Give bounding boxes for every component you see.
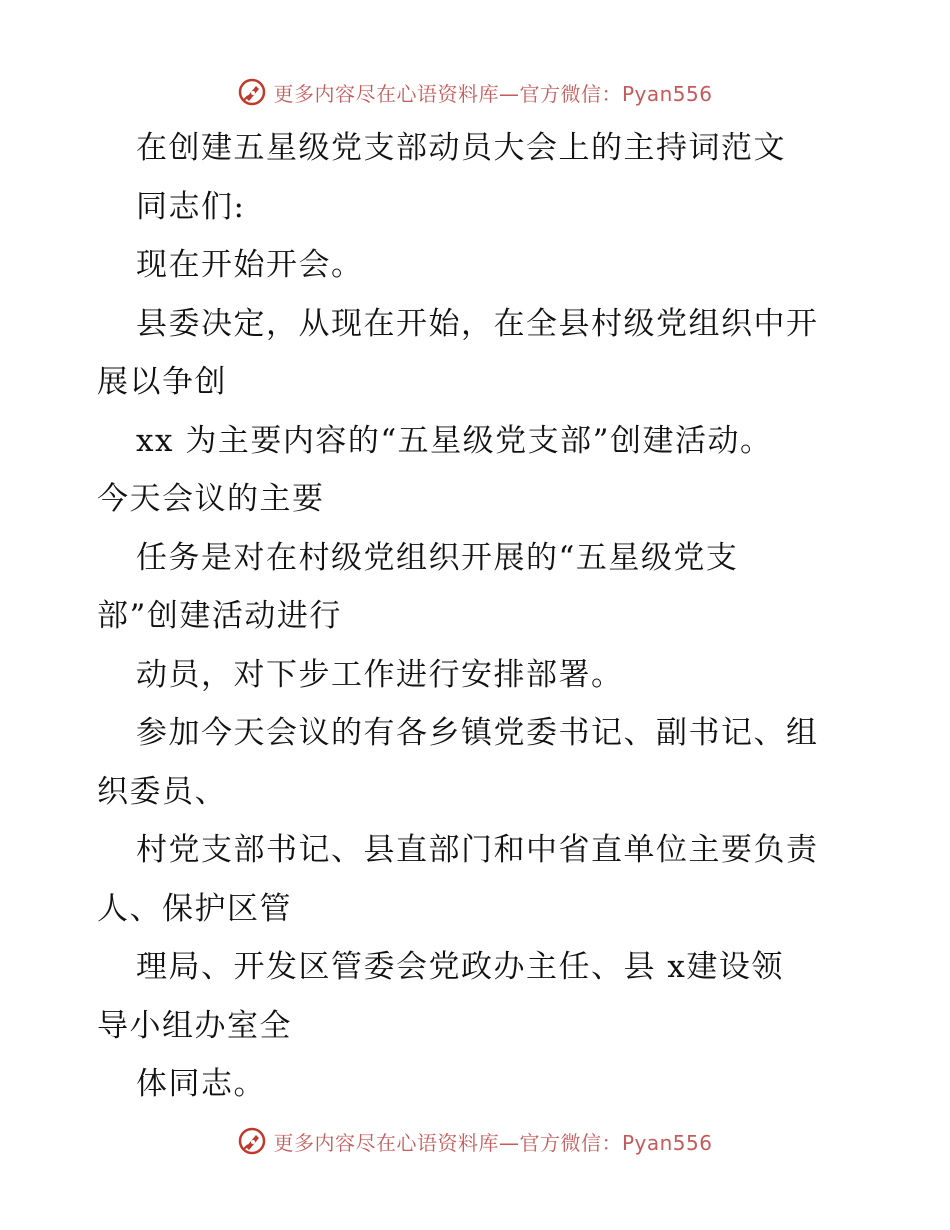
paragraph-line: 人、保护区管 xyxy=(97,891,292,927)
footer-banner-text: 更多内容尽在心语资料库—官方微信：Pyan556 xyxy=(273,1130,713,1155)
paragraph-line: 织委员、 xyxy=(97,774,227,810)
paragraph-line: 任务是对在村级党组织开展的“五星级党支 xyxy=(136,540,739,576)
paragraph-line: 导小组办室全 xyxy=(97,1008,292,1044)
header-banner-text: 更多内容尽在心语资料库—官方微信：Pyan556 xyxy=(273,81,713,106)
pen-nib-logo-icon xyxy=(237,1126,267,1156)
paragraph-line: 村党支部书记、县直部门和中省直单位主要负责 xyxy=(136,832,819,868)
paragraph-line: 展以争创 xyxy=(97,364,227,400)
paragraph-line: 今天会议的主要 xyxy=(97,481,325,517)
paragraph-line: 县委决定，从现在开始，在全县村级党组织中开 xyxy=(136,306,819,342)
paragraph-line: 现在开始开会。 xyxy=(136,247,364,283)
paragraph-line: xx 为主要内容的“五星级党支部”创建活动。 xyxy=(136,423,773,459)
paragraph-line: 动员，对下步工作进行安排部署。 xyxy=(136,657,624,693)
paragraph-line: 参加今天会议的有各乡镇党委书记、副书记、组 xyxy=(136,715,819,751)
footer-banner xyxy=(0,1121,950,1161)
paragraph-line: 部”创建活动进行 xyxy=(97,598,342,634)
header-banner xyxy=(0,72,950,112)
pen-nib-logo-icon xyxy=(237,77,267,107)
paragraph-line: 理局、开发区管委会党政办主任、县 x建设领 xyxy=(136,949,784,985)
paragraph-line: 体同志。 xyxy=(136,1066,266,1102)
salutation: 同志们: xyxy=(136,189,246,225)
document-title: 在创建五星级党支部动员大会上的主持词范文 xyxy=(136,130,786,166)
